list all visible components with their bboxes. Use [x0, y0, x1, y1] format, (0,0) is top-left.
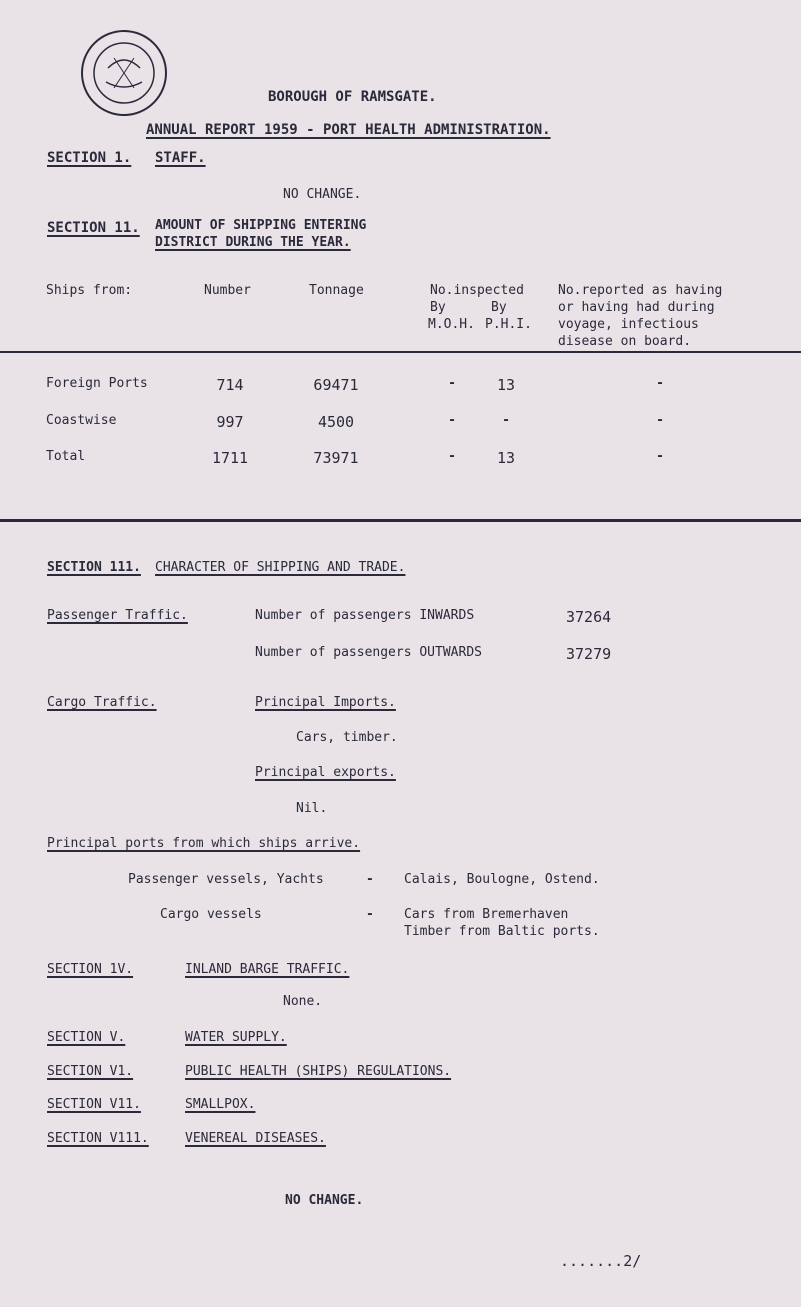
- cargo-ports-line2: Timber from Baltic ports.: [404, 924, 600, 939]
- row-moh: -: [448, 413, 456, 428]
- row-number: 714: [216, 376, 244, 394]
- col-reported-line4: disease on board.: [558, 334, 692, 349]
- page-continuation-marker: .......2/: [560, 1252, 642, 1270]
- passenger-vessels-label: Passenger vessels, Yachts: [128, 872, 324, 887]
- row-number: 997: [216, 413, 244, 431]
- report-title: ANNUAL REPORT 1959 - PORT HEALTH ADMINISTRATION.: [146, 122, 551, 138]
- principal-imports-value: Cars, timber.: [296, 730, 398, 745]
- inwards-value: 37264: [566, 608, 612, 626]
- outwards-value: 37279: [566, 645, 612, 663]
- section-7-heading: SECTION V11.: [47, 1097, 141, 1112]
- row-label: Total: [46, 449, 86, 464]
- row-phi: 13: [496, 376, 516, 394]
- row-moh: -: [448, 376, 456, 391]
- section-1-title: STAFF.: [155, 150, 206, 166]
- table-bottom-rule: [0, 519, 801, 522]
- section-3-heading: SECTION 111.: [47, 560, 141, 575]
- row-reported: -: [656, 449, 664, 464]
- row-reported: -: [656, 413, 664, 428]
- col-reported-line1: No.reported as having: [558, 283, 723, 298]
- borough-seal-icon: [78, 28, 170, 118]
- principal-ports-heading: Principal ports from which ships arrive.: [47, 836, 361, 851]
- section-2-title-line1: AMOUNT OF SHIPPING ENTERING: [155, 218, 367, 233]
- section-3-title: CHARACTER OF SHIPPING AND TRADE.: [155, 560, 406, 575]
- section-1-heading: SECTION 1.: [47, 150, 132, 166]
- row-moh: -: [448, 449, 456, 464]
- row-phi: -: [502, 413, 510, 428]
- col-reported-line2: or having had during: [558, 300, 715, 315]
- footer-body: NO CHANGE.: [285, 1193, 364, 1208]
- section-6-title: PUBLIC HEALTH (SHIPS) REGULATIONS.: [185, 1064, 452, 1079]
- principal-imports-label: Principal Imports.: [255, 695, 396, 710]
- row-tonnage: 73971: [313, 449, 359, 467]
- col-reported-line3: voyage, infectious: [558, 317, 699, 332]
- table-header-rule: [0, 351, 801, 353]
- cargo-traffic-label: Cargo Traffic.: [47, 695, 157, 710]
- passenger-ports: Calais, Boulogne, Ostend.: [404, 872, 600, 887]
- section-2-heading: SECTION 11.: [47, 220, 140, 236]
- col-phi: P.H.I.: [485, 317, 532, 332]
- col-number: Number: [204, 283, 251, 298]
- row-tonnage: 69471: [313, 376, 359, 394]
- outwards-label: Number of passengers OUTWARDS: [255, 645, 482, 660]
- principal-exports-value: Nil.: [296, 801, 328, 816]
- borough-title: BOROUGH OF RAMSGATE.: [268, 89, 437, 105]
- section-8-heading: SECTION V111.: [47, 1131, 149, 1146]
- col-moh: M.O.H.: [428, 317, 475, 332]
- col-ships-from: Ships from:: [46, 283, 133, 298]
- col-by-moh: By: [430, 300, 446, 315]
- row-tonnage: 4500: [317, 413, 355, 431]
- section-7-title: SMALLPOX.: [185, 1097, 256, 1112]
- section-5-title: WATER SUPPLY.: [185, 1030, 287, 1045]
- row-phi: 13: [496, 449, 516, 467]
- section-2-title-line2: DISTRICT DURING THE YEAR.: [155, 235, 351, 250]
- col-tonnage: Tonnage: [309, 283, 364, 298]
- row-label: Foreign Ports: [46, 376, 148, 391]
- col-inspected: No.inspected: [430, 283, 524, 298]
- principal-exports-label: Principal exports.: [255, 765, 396, 780]
- section-6-heading: SECTION V1.: [47, 1064, 134, 1079]
- row-number: 1711: [211, 449, 249, 467]
- section-4-heading: SECTION 1V.: [47, 962, 134, 977]
- cargo-ports-line1: Cars from Bremerhaven: [404, 907, 569, 922]
- col-by-phi: By: [491, 300, 507, 315]
- cargo-vessels-dash: -: [366, 907, 374, 922]
- row-label: Coastwise: [46, 413, 117, 428]
- passenger-vessels-dash: -: [366, 872, 374, 887]
- row-reported: -: [656, 376, 664, 391]
- section-8-title: VENEREAL DISEASES.: [185, 1131, 326, 1146]
- passenger-traffic-label: Passenger Traffic.: [47, 608, 188, 623]
- section-5-heading: SECTION V.: [47, 1030, 126, 1045]
- inwards-label: Number of passengers INWARDS: [255, 608, 475, 623]
- section-1-body: NO CHANGE.: [283, 187, 362, 202]
- section-4-body: None.: [283, 994, 323, 1009]
- cargo-vessels-label: Cargo vessels: [160, 907, 262, 922]
- section-4-title: INLAND BARGE TRAFFIC.: [185, 962, 350, 977]
